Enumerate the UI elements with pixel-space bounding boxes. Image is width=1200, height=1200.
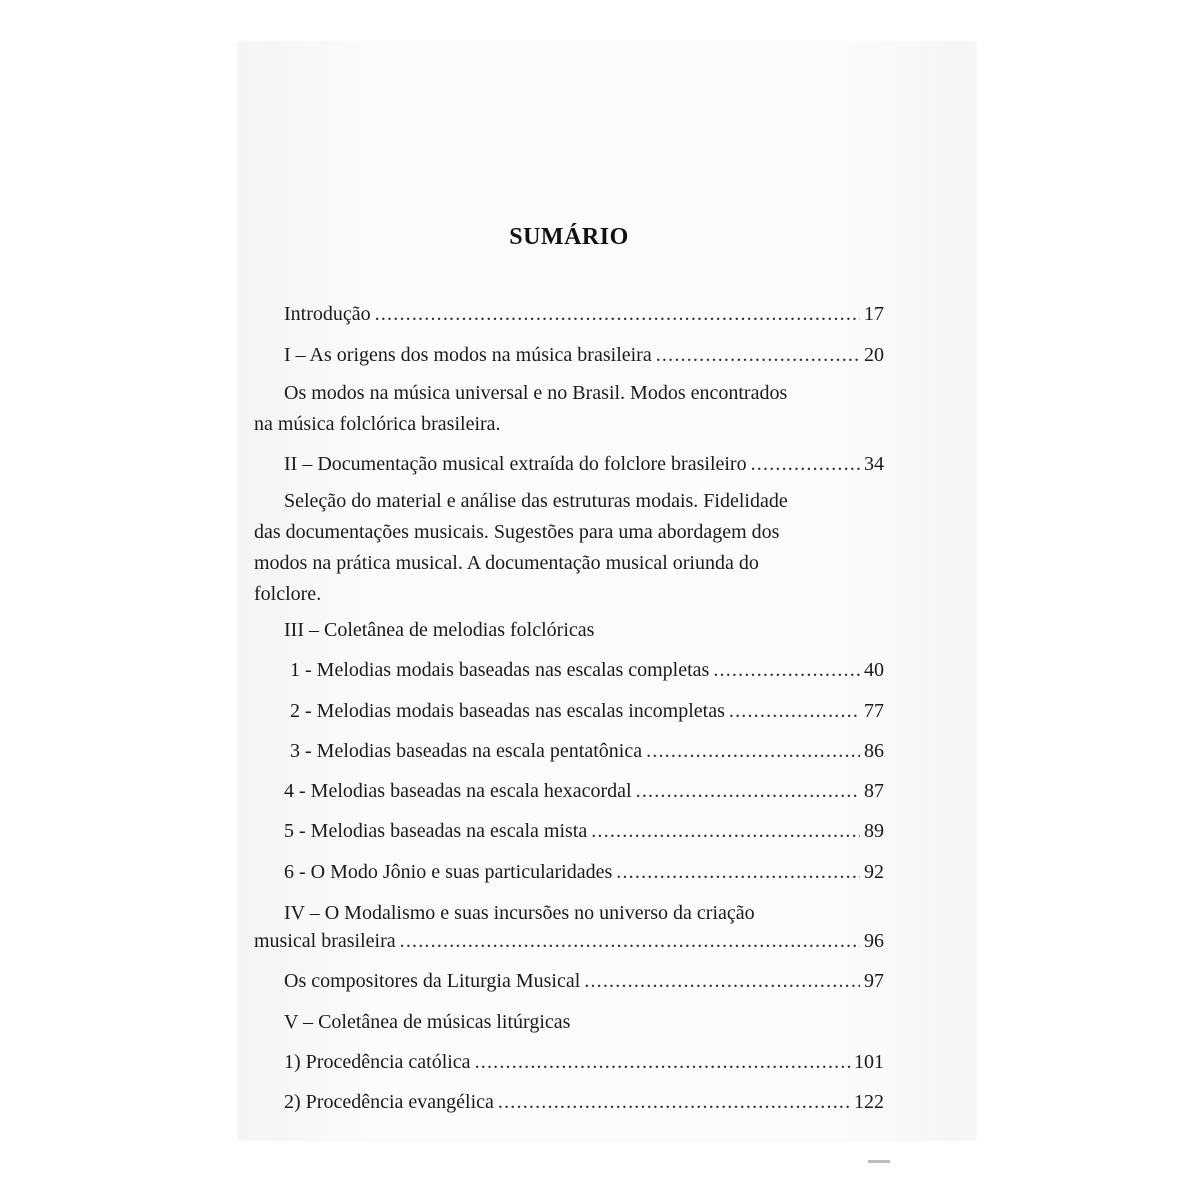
dot-leader [375,300,860,328]
dot-leader [751,450,860,478]
chapter-1-description [254,378,884,440]
dot-leader [636,777,860,805]
toc-entry-page: 34 [864,453,884,475]
toc-entry-page: 77 [864,700,884,722]
toc-entry-section-6 [284,858,884,886]
toc-entry-evangelica [284,1088,884,1116]
toc-entry-page: 86 [864,740,884,762]
toc-entry-page: 122 [854,1091,884,1113]
toc-entry-label: Os compositores da Liturgia Musical [284,970,581,992]
toc-entry-introducao [284,300,884,328]
dot-leader [400,927,860,955]
toc-entry-label: 4 - Melodias baseadas na escala hexacordal [284,780,632,802]
toc-entry-label: Introdução [284,303,371,325]
toc-entry-section-4 [284,777,884,805]
description-line: folclore. [254,583,322,605]
toc-entry-section-3 [290,737,884,765]
toc-entry-label: 3 - Melodias baseadas na escala pentatônica [290,740,643,762]
toc-entry-section-5 [284,817,884,845]
dot-leader [729,697,860,725]
toc-entry-page: 17 [864,303,884,325]
dot-leader [498,1088,850,1116]
toc-entry-label: 6 - O Modo Jônio e suas particularidades [284,861,613,883]
toc-entry-label: musical brasileira [254,930,396,952]
toc-entry-section-1 [290,656,884,684]
toc-entry-page: 20 [864,344,884,366]
toc-entry-chapter-2 [284,450,884,478]
toc-entry-chapter-4 [254,927,884,955]
dot-leader [616,858,860,886]
chapter-2-description [254,486,884,610]
toc-entry-page: 101 [854,1051,884,1073]
dot-leader [584,967,860,995]
toc-entry-chapter-1 [284,341,884,369]
description-line: modos na prática musical. A documentação musical oriunda do [254,552,759,574]
toc-entry-label: 5 - Melodias baseadas na escala mista [284,820,588,842]
toc-entry-page: 96 [864,930,884,952]
chapter-3-heading: III – Coletânea de melodias folclóricas [284,619,595,641]
toc-entry-label: 2 - Melodias modais baseadas nas escalas incompletas [290,700,725,722]
toc-entry-page: 92 [864,861,884,883]
description-line: Seleção do material e análise das estruturas modais. Fidelidade [284,490,788,512]
page-number-mark [868,1160,890,1163]
toc-entry-catolica [284,1048,884,1076]
toc-entry-label: 1) Procedência católica [284,1051,471,1073]
dot-leader [656,341,860,369]
toc-entry-page: 40 [864,659,884,681]
toc-entry-page: 87 [864,780,884,802]
description-line: das documentações musicais. Sugestões para uma abordagem dos [254,521,780,543]
dot-leader [591,817,860,845]
dot-leader [713,656,860,684]
toc-entry-label: 2) Procedência evangélica [284,1091,494,1113]
toc-entry-section-2 [290,697,884,725]
page-title: SUMÁRIO [509,224,629,250]
toc-entry-page: 97 [864,970,884,992]
chapter-4-heading: IV – O Modalismo e suas incursões no universo da criação [284,902,755,924]
toc-entry-label: I – As origens dos modos na música brasileira [284,344,652,366]
toc-entry-label: II – Documentação musical extraída do folclore brasileiro [284,453,747,475]
description-line: Os modos na música universal e no Brasil. Modos encontrados [284,382,788,404]
dot-leader [475,1048,850,1076]
toc-entry-page: 89 [864,820,884,842]
dot-leader [646,737,860,765]
toc-entry-compositores [284,967,884,995]
description-line: na música folclórica brasileira. [254,413,501,435]
toc-entry-label: 1 - Melodias modais baseadas nas escalas completas [290,659,710,681]
chapter-5-heading: V – Coletânea de músicas litúrgicas [284,1011,571,1033]
